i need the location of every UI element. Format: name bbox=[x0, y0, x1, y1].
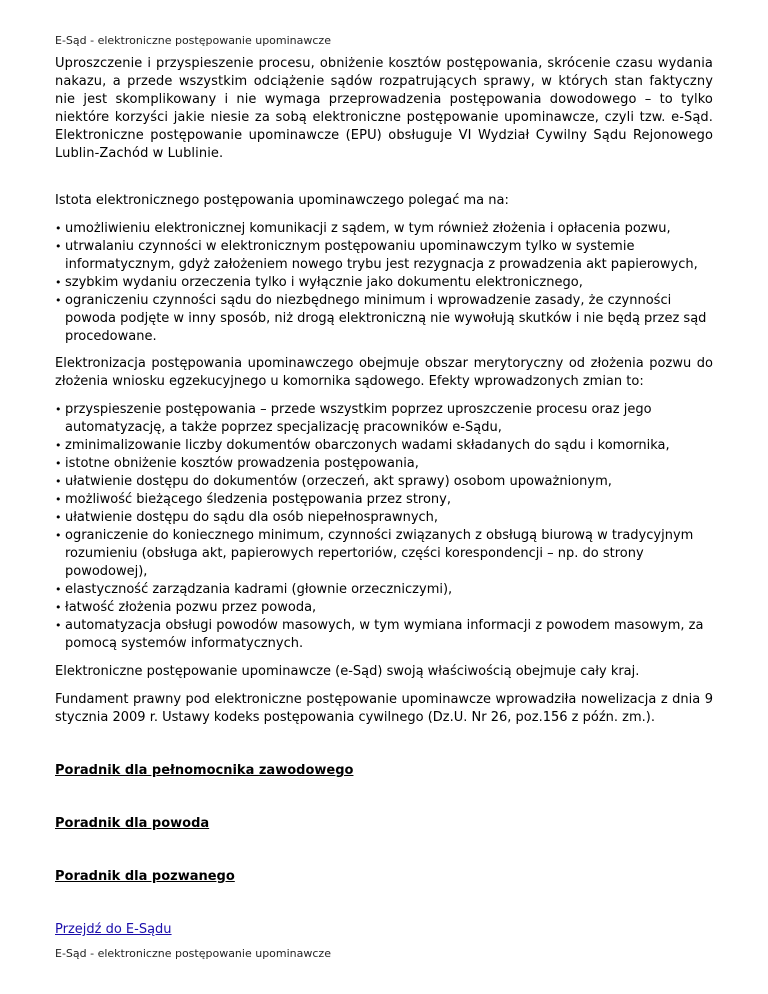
esad-link[interactable]: Przejdź do E-Sądu bbox=[55, 922, 172, 937]
list-item: • automatyzacja obsługi powodów masowych, w tym wymiana informacji z powodem masowym, za pomocą systemów informatycznych. bbox=[55, 617, 713, 653]
list-item: • utrwalaniu czynności w elektronicznym postępowaniu upominawczym tylko w systemie informatycznym, gdyż założeniem nowego trybu jest rezygnacja z prowadzenia akt papierowych, bbox=[55, 238, 713, 274]
guide-link-defendant[interactable]: Poradnik dla pozwanego bbox=[55, 869, 235, 884]
list-item: • ograniczeniu czynności sądu do niezbędnego minimum i wprowadzenie zasady, że czynności powoda podjęte w inny sposób, niż drogą elektroniczną nie wywołują skutków i nie będą przez sąd procedowane. bbox=[55, 292, 713, 346]
list-item: • ograniczenie do koniecznego minimum, czynności związanych z obsługą biurową w tradycyjnym rozumieniu (obsługa akt, papierowych repertoriów, części korespondencji – np. do strony powodowej), bbox=[55, 527, 713, 581]
list-item: • zminimalizowanie liczby dokumentów obarczonych wadami składanych do sądu i komornika, bbox=[55, 437, 713, 455]
guide-link-plaintiff[interactable]: Poradnik dla powoda bbox=[55, 816, 210, 831]
list-item: • ułatwienie dostępu do dokumentów (orzeczeń, akt sprawy) osobom upoważnionym, bbox=[55, 473, 713, 491]
essence-intro: Istota elektronicznego postępowania upominawczego polegać ma na: bbox=[55, 193, 509, 208]
list-item: • umożliwieniu elektronicznej komunikacji z sądem, w tym również złożenia i opłacenia pozwu, bbox=[55, 220, 713, 238]
page-footer: E-Sąd - elektroniczne postępowanie upominawcze bbox=[55, 947, 331, 960]
page-header: E-Sąd - elektroniczne postępowanie upominawcze bbox=[55, 34, 331, 47]
list-item: • łatwość złożenia pozwu przez powoda, bbox=[55, 599, 713, 617]
list-item: • szybkim wydaniu orzeczenia tylko i wyłącznie jako dokumentu elektronicznego, bbox=[55, 274, 713, 292]
list-item: • ułatwienie dostępu do sądu dla osób niepełnosprawnych, bbox=[55, 509, 713, 527]
list-item: • istotne obniżenie kosztów prowadzenia postępowania, bbox=[55, 455, 713, 473]
essence-list bbox=[55, 220, 713, 346]
intro-paragraph: Uproszczenie i przyspieszenie procesu, obniżenie kosztów postępowania, skrócenie czasu wydania nakazu, a przede wszystkim odciążenie sądów rozpatrujących sprawy, w których stan faktyczny nie jest skomplikowany i nie wymaga przeprowadzenia postępowania dowodowego – to tylko niektóre korzyści jakie niesie za sobą elektroniczne postępowanie upominawcze, czyli tzw. e-Sąd. Elektroniczne postępowanie upominawcze (EPU) obsługuje VI Wydział Cywilny Sądu Rejonowego Lublin-Zachód w Lublinie. bbox=[55, 56, 713, 161]
scope-statement: Elektroniczne postępowanie upominawcze (e-Sąd) swoją właściwością obejmuje cały kraj. bbox=[55, 664, 640, 679]
scope-paragraph: Elektronizacja postępowania upominawczego obejmuje obszar merytoryczny od złożenia pozwu do złożenia wniosku egzekucyjnego u komornika sądowego. Efekty wprowadzonych zmian to: bbox=[55, 356, 713, 389]
list-item: • elastyczność zarządzania kadrami (głownie orzeczniczymi), bbox=[55, 581, 713, 599]
list-item: • możliwość bieżącego śledzenia postępowania przez strony, bbox=[55, 491, 713, 509]
main-content bbox=[55, 55, 713, 939]
guide-link-professional[interactable]: Poradnik dla pełnomocnika zawodowego bbox=[55, 763, 354, 778]
legal-basis: Fundament prawny pod elektroniczne postępowanie upominawcze wprowadziła nowelizacja z dnia 9 stycznia 2009 r. Ustawy kodeks postępowania cywilnego (Dz.U. Nr 26, poz.156 z późn. zm.). bbox=[55, 692, 713, 725]
effects-list bbox=[55, 401, 713, 653]
list-item: • przyspieszenie postępowania – przede wszystkim poprzez uproszczenie procesu oraz jego automatyzację, a także poprzez specjalizację pracowników e-Sądu, bbox=[55, 401, 713, 437]
